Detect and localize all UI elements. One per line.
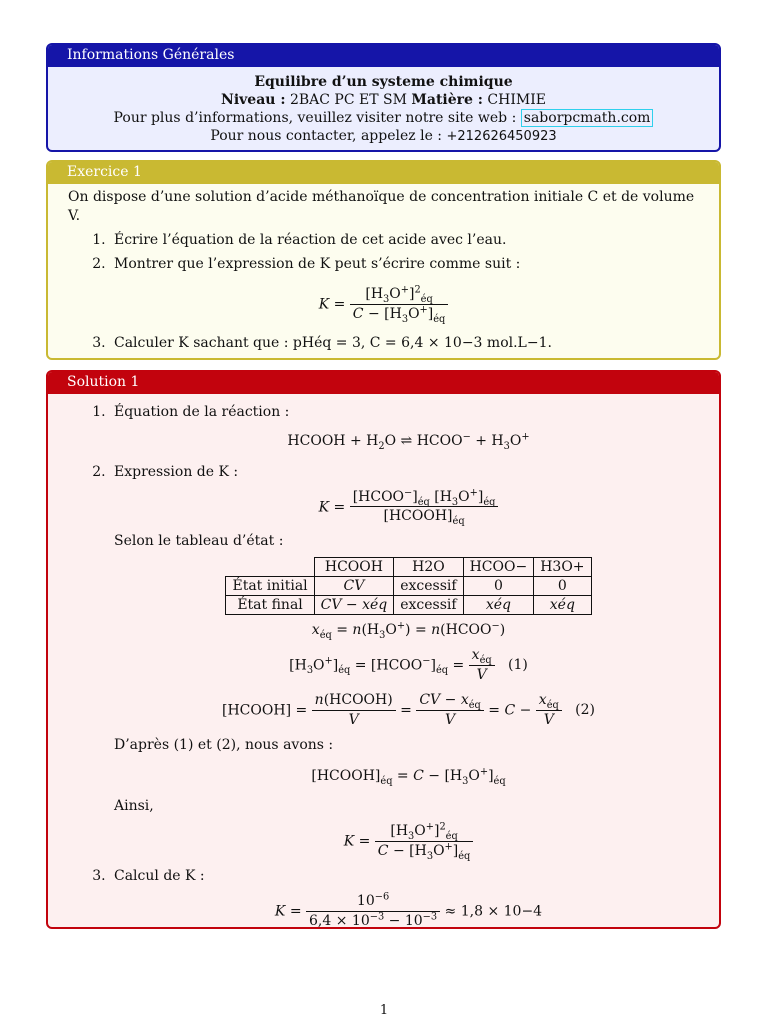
xeq-relation: $x_{éq} = n(H_3O^+)$ = n(HCOO−) — [311, 620, 506, 642]
website-link[interactable]: saborpcmath.com — [521, 109, 654, 127]
exercise-intro: On dispose d’une solution d’acide méthanoïque de concentration initiale C et de volume V. — [68, 188, 695, 224]
k-expression: K = $\frac{[H_3O^+]^2_{éq}}{C - [H_3O^+]_{éq}}$ — [64, 285, 703, 324]
question-3: 3. Calculer K sachant que : pHéq = 3, C = 6,4 × 10−3 mol.L−1. — [110, 334, 703, 353]
site-line: Pour plus d’informations, veuillez visiter notre site web : saborpcmath.com — [64, 109, 703, 127]
solution-step-2: 2. Expression de K : K = $\frac{[HCOO^-]_{éq} [H_3O^+]_{éq}}{[HCOOH]_{éq}}$ Selon le tableau d’état : HCOOH H2O HCOO− H3O+ État initial CV excessif 0 0 État final CV − xéq excessif xéq xéq $x_{éq} = n(H_3O^+)$ = n(HCOO−) $[H_3O^+]_{éq}$ = $[HCOO^-]_{éq}$ = $\frac{x_{éq}}{V}$ (1) [HCOOH] = $\frac{\text{n(HCOOH)}}{V}$ = $\frac{CV - x_{éq}}{V}$ = C − $\frac{x_{éq}}{V}$ (2) D’après (1) et (2), nous avons : $[HCOOH]_{éq} = C - [H_3O^+]_{éq}$ Ainsi, K = $\frac{[H_3O^+]^2_{éq}}{C - [H_3O^+]_{éq}}$ — [110, 463, 703, 861]
exercise-header: Exercice 1 — [48, 162, 719, 184]
exercise-box — [46, 160, 721, 360]
table-header: H3O+ — [534, 558, 591, 577]
table-row: État initial CV excessif 0 0 — [226, 577, 591, 596]
hcooh-result: $[HCOOH]_{éq} = C - [H_3O^+]_{éq}$ — [311, 765, 506, 787]
equation-1: $[H_3O^+]_{éq}$ = $[HCOO^-]_{éq}$ = $\frac{x_{éq}}{V}$ (1) — [289, 647, 528, 684]
table-header: HCOOH — [314, 558, 394, 577]
info-body — [48, 67, 719, 150]
info-box — [46, 43, 721, 152]
solution-header: Solution 1 — [48, 372, 719, 394]
level-line: Niveau : 2BAC PC ET SM Matière : CHIMIE — [221, 91, 546, 108]
state-table — [225, 557, 591, 615]
k-definition: K = $\frac{[HCOO^-]_{éq} [H_3O^+]_{éq}}{[HCOOH]_{éq}}$ — [114, 488, 703, 527]
exercise-body — [48, 184, 719, 360]
solution-step-3: 3. Calcul de K : K = $\frac{10^{-6}}{6,4 \times 10^{-3} - 10^{-3}}$ ≈ 1,8 × 10−4 — [110, 867, 703, 929]
table-header: H2O — [394, 558, 463, 577]
table-header: HCOO− — [463, 558, 534, 577]
solution-body — [48, 394, 719, 929]
info-header: Informations Générales — [48, 45, 719, 67]
equation-2: [HCOOH] = $\frac{\text{n(HCOOH)}}{V}$ = $\frac{CV - x_{éq}}{V}$ = C − $\frac{x_{éq}}{V}$ (2) — [222, 691, 595, 728]
solution-step-1: 1. Équation de la réaction : HCOOH + $H_2O$ ⇌ HCOO− + $H_3O^+$ — [110, 403, 703, 451]
k-result: ≈ 1,8 × 10−4 — [444, 903, 543, 920]
question-2: 2. Montrer que l’expression de K peut s’écrire comme suit : — [110, 255, 703, 274]
table-row: État final CV − xéq excessif xéq xéq — [226, 596, 591, 615]
k-final-expression: K = $\frac{[H_3O^+]^2_{éq}}{C - [H_3O^+]_{éq}}$ — [114, 822, 703, 861]
doc-title: Equilibre d’un systeme chimique — [254, 73, 513, 90]
exercise-questions — [64, 231, 703, 274]
contact-line: Pour nous contacter, appelez le : +212626450923 — [210, 127, 557, 144]
solution-box — [46, 370, 721, 929]
ainsi-text: Ainsi, — [114, 798, 154, 815]
reaction-equation: HCOOH + $H_2O$ ⇌ HCOO− + $H_3O^+$ — [287, 431, 530, 452]
k-calculation: K = $\frac{10^{-6}}{6,4 \times 10^{-3} - 10^{-3}}$ ≈ 1,8 × 10−4 — [274, 891, 543, 929]
phone-number: +212626450923 — [446, 128, 557, 144]
apres-text: D’après (1) et (2), nous avons : — [114, 736, 334, 753]
table-intro: Selon le tableau d’état : — [114, 533, 284, 550]
page-number: 1 — [379, 1003, 389, 1018]
question-1: 1. Écrire l’équation de la réaction de cet acide avec l’eau. — [110, 231, 703, 250]
